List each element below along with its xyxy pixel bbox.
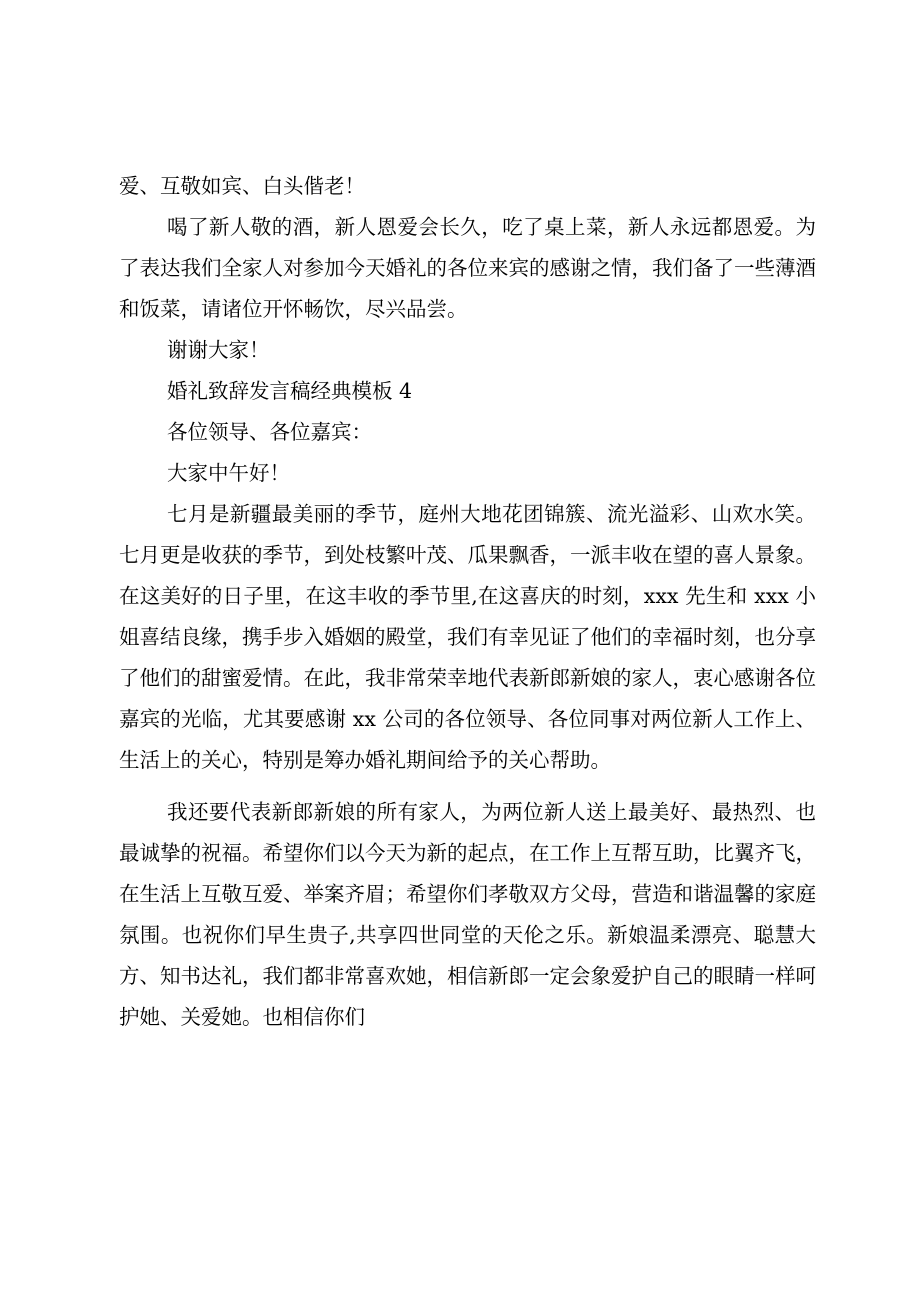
paragraph-blessings: 我还要代表新郎新娘的所有家人，为两位新人送上最美好、最热烈、也最诚挚的祝福。希望你们以今天为新的起点，在工作上互帮互助，比翼齐飞，在生活上互敬互爱、举案齐眉；希望你们孝敬双方父母，营造和谐温馨的家庭氛围。也祝你们早生贵子,共享四世同堂的天伦之乐。新娘温柔漂亮、聪慧大方、知书达礼，我们都非常喜欢她，相信新郎一定会象爱护自己的眼睛一样呵护她、关爱她。也相信你们 (119, 800, 816, 1029)
paragraph-greeting: 大家中午好！ (167, 461, 290, 485)
paragraph-closing-wish: 爱、互敬如宾、白头偕老！ (119, 174, 365, 198)
section-heading: 婚礼致辞发言稿经典模板 4 (167, 379, 413, 403)
paragraph-toast: 喝了新人敬的酒，新人恩爱会长久，吃了桌上菜，新人永远都恩爱。为了表达我们全家人对参加今天婚礼的各位来宾的感谢之情，我们备了一些薄酒和饭菜，请诸位开怀畅饮，尽兴品尝。 (119, 215, 816, 321)
paragraph-july-season: 七月是新疆最美丽的季节，庭州大地花团锦簇、流光溢彩、山欢水笑。七月更是收获的季节，到处枝繁叶茂、瓜果飘香，一派丰收在望的喜人景象。在这美好的日子里，在这丰收的季节里,在这喜庆的时刻，xxx 先生和 xxx 小姐喜结良缘，携手步入婚姻的殿堂，我们有幸见证了他们的幸福时刻，也分享了他们的甜蜜爱情。在此，我非常荣幸地代表新郎新娘的家人，衷心感谢各位嘉宾的光临，尤其要感谢 xx 公司的各位领导、各位同事对两位新人工作上、生活上的关心，特别是筹办婚礼期间给予的关心帮助。 (119, 502, 816, 772)
paragraph-salutation: 各位领导、各位嘉宾： (167, 420, 372, 444)
document-body (119, 166, 816, 1038)
paragraph-thanks: 谢谢大家！ (167, 338, 270, 362)
